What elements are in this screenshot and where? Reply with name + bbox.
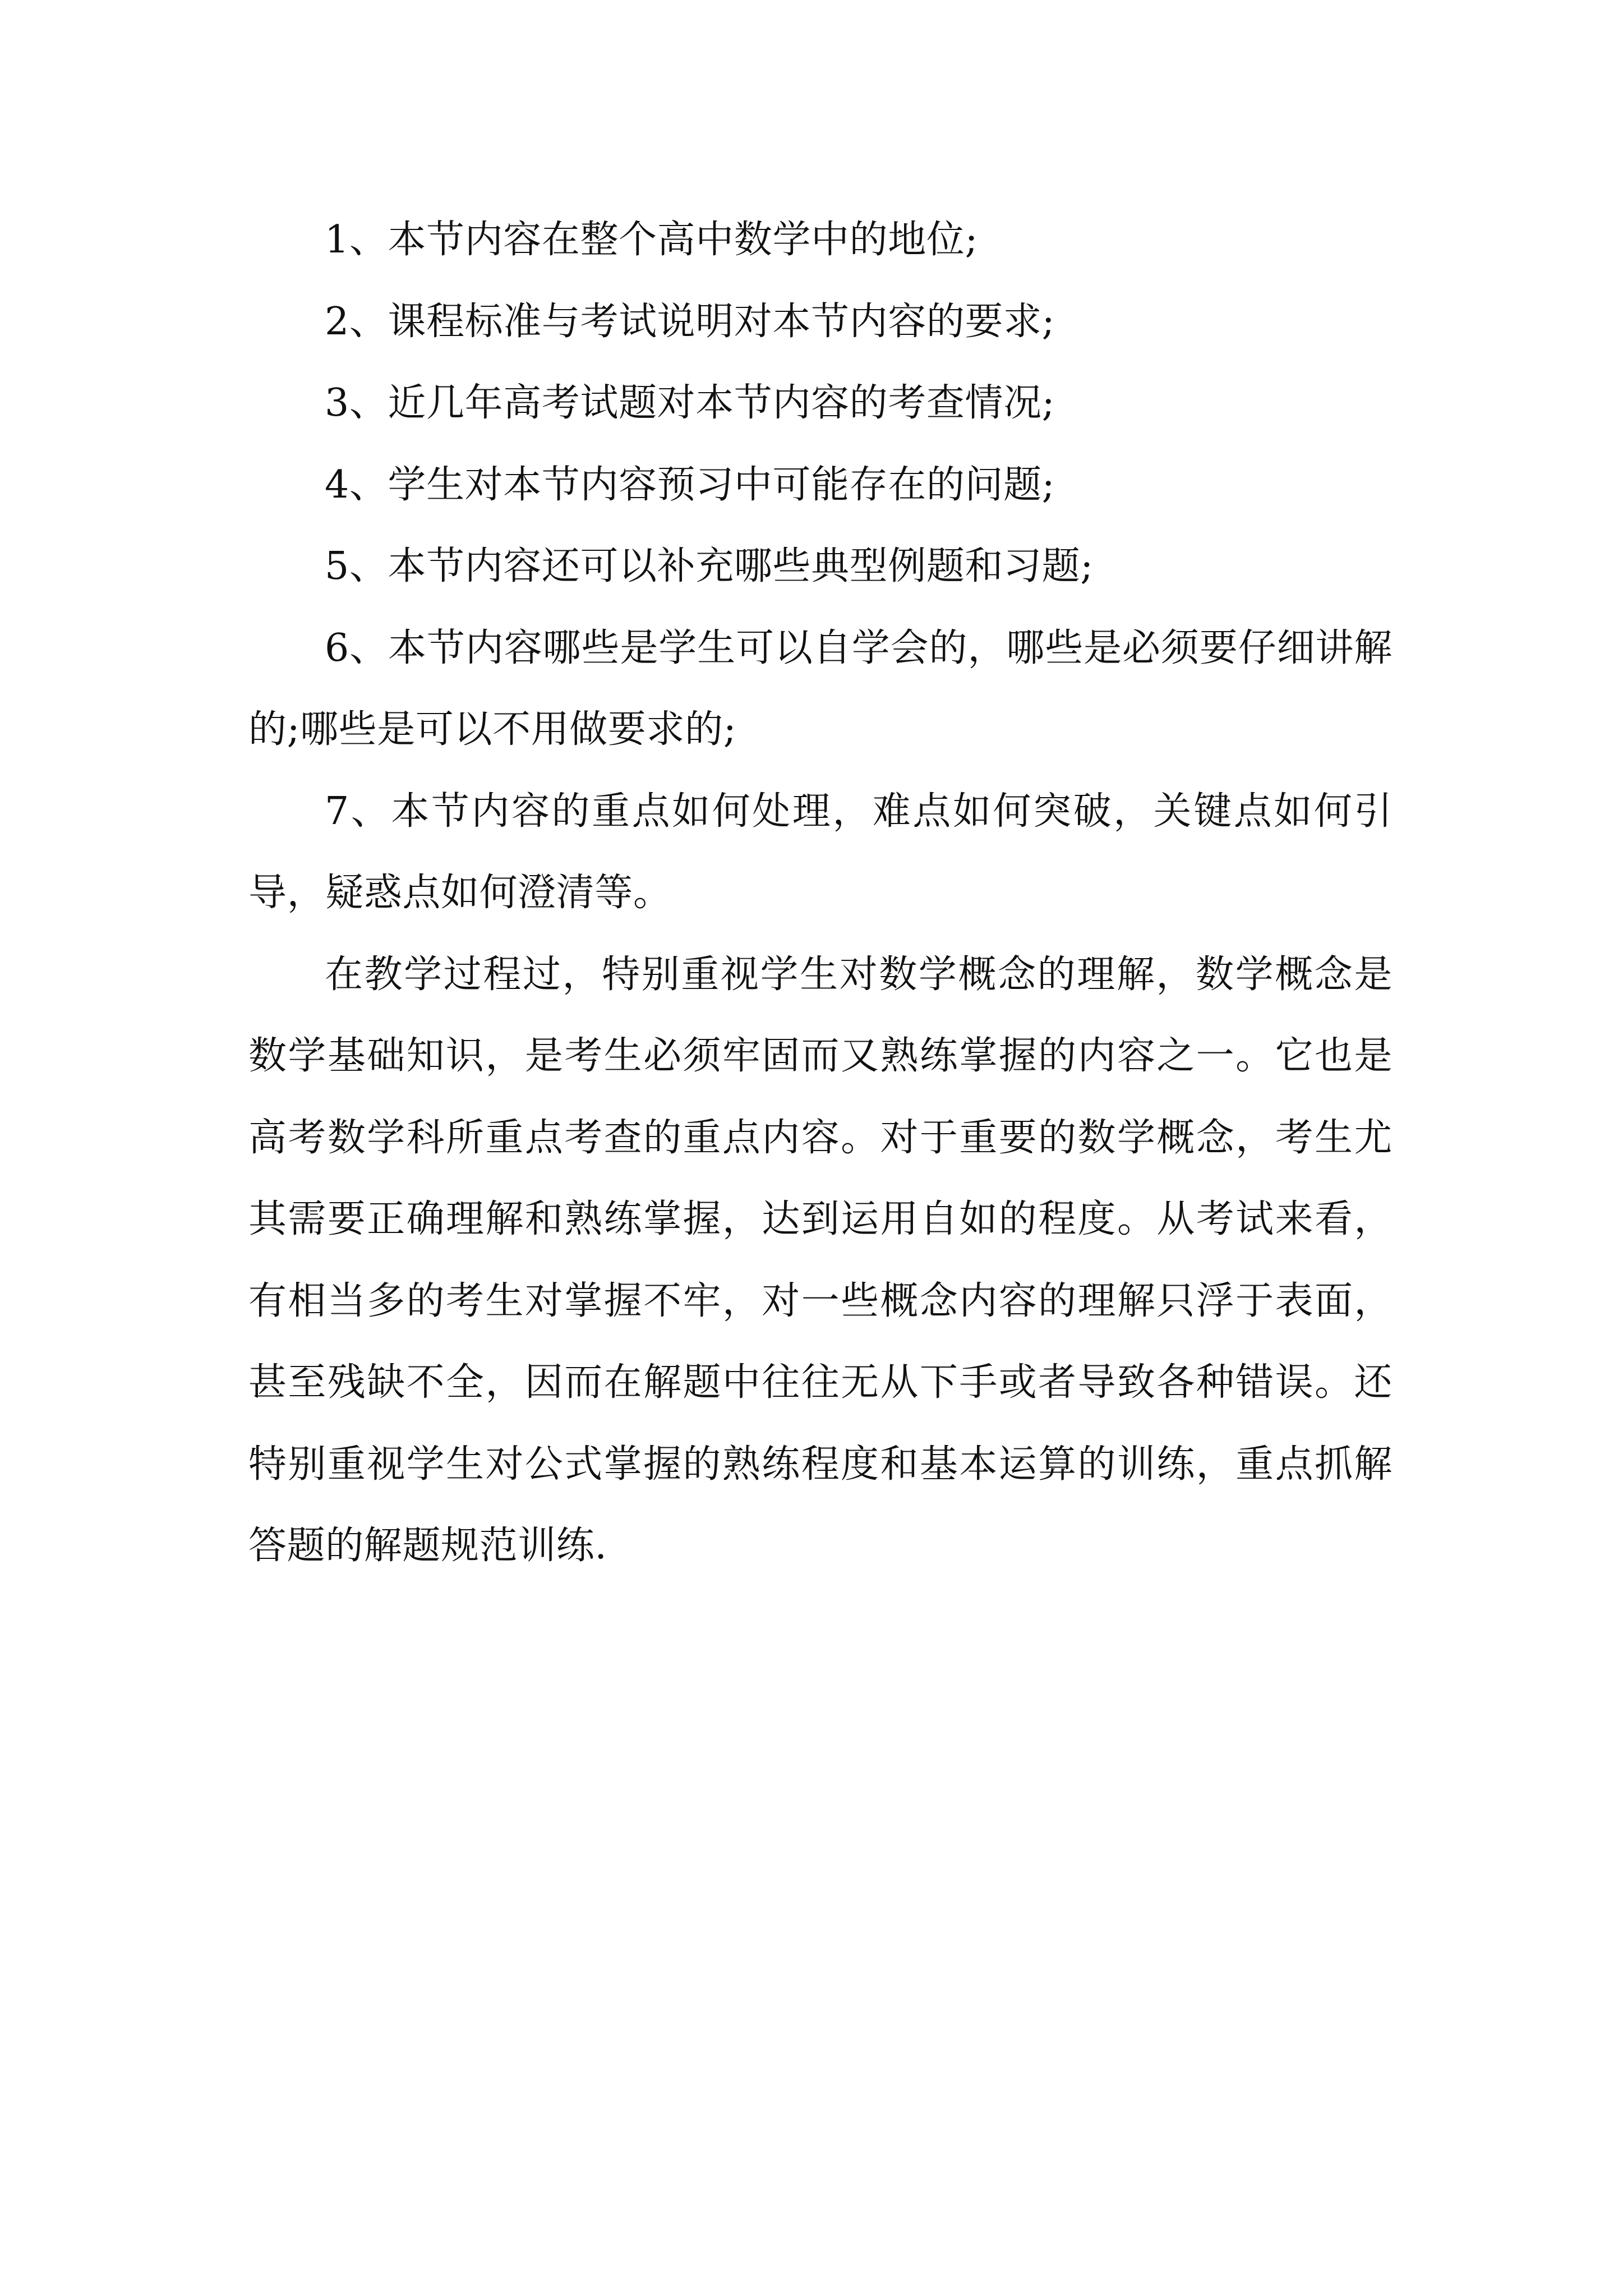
list-item-position: 1、本节内容在整个高中数学中的地位; (325, 218, 978, 262)
list-item-exam-review: 3、近几年高考试题对本节内容的考查情况; (325, 381, 1055, 425)
list-item-supplementary-examples: 5、本节内容还可以补充哪些典型例题和习题; (325, 544, 1094, 588)
list-item-requirements: 2、课程标准与考试说明对本节内容的要求; (325, 299, 1055, 344)
document-body (248, 199, 1393, 1587)
list-item-key-points: 7、本节内容的重点如何处理，难点如何突破，关键点如何引导，疑惑点如何澄清等。 (248, 789, 1393, 915)
body-paragraph-concepts: 在教学过程过，特别重视学生对数学概念的理解，数学概念是数学基础知识，是考生必须牢固而又熟练掌握的内容之一。它也是高考数学科所重点考查的重点内容。对于重要的数学概念，考生尤其需要正确理解和熟练掌握，达到运用自如的程度。从考试来看，有相当多的考生对掌握不牢，对一些概念内容的理解只浮于表面，甚至残缺不全，因而在解题中往往无从下手或者导致各种错误。还特别重视学生对公式掌握的熟练程度和基本运算的训练，重点抓解答题的解题规范训练. (248, 952, 1393, 1568)
list-item-self-study: 6、本节内容哪些是学生可以自学会的，哪些是必须要仔细讲解的;哪些是可以不用做要求的; (248, 625, 1393, 752)
list-item-preview-problems: 4、学生对本节内容预习中可能存在的问题; (325, 462, 1055, 507)
